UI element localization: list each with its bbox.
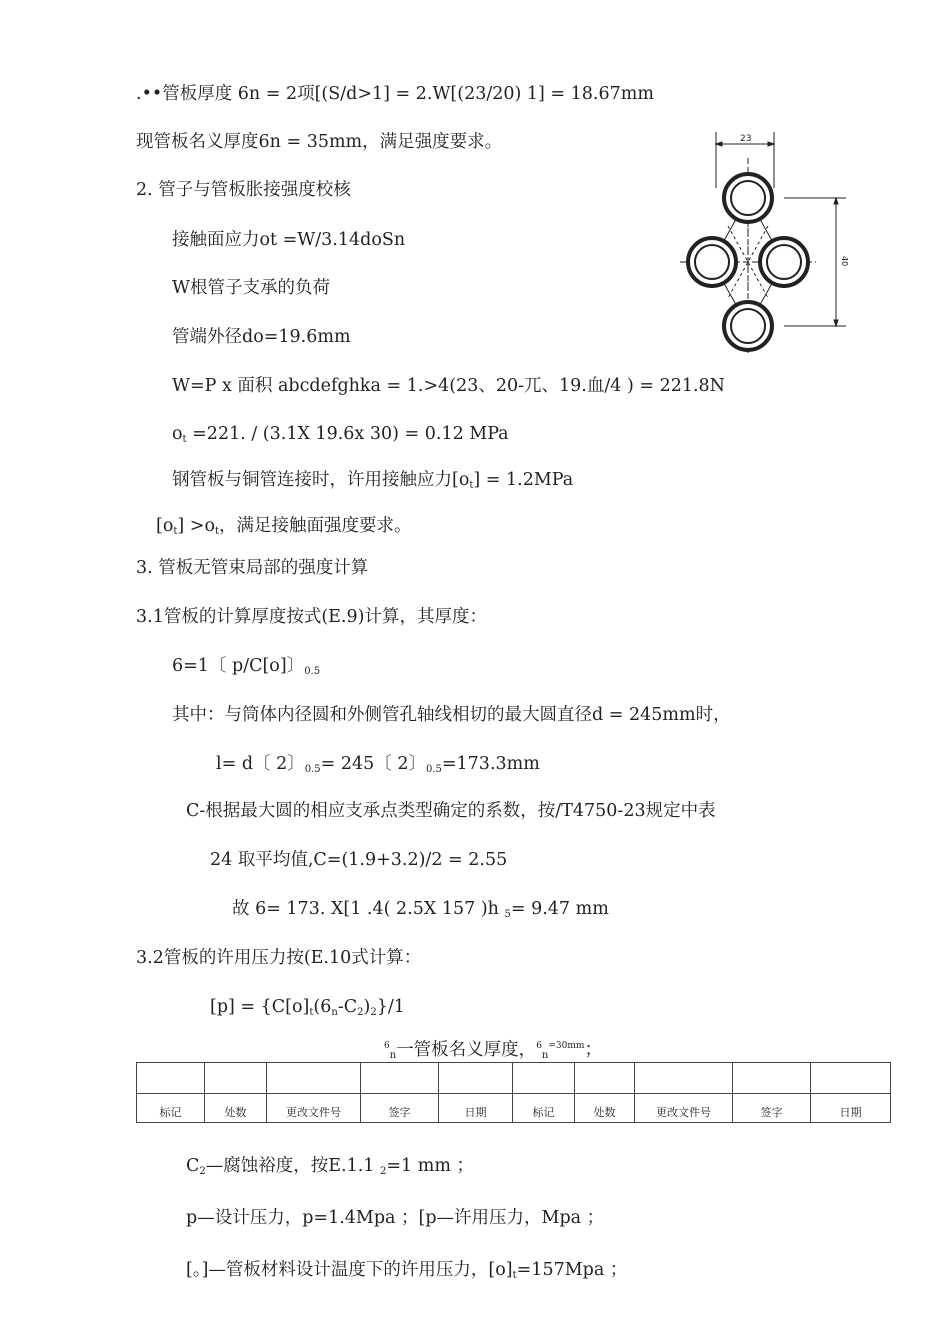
text-seg: (6 (313, 997, 332, 1017)
text-seg: }/1 (376, 997, 405, 1017)
text-seg: =221. / (3.1X 19.6x 30) = 0.12 MPa (186, 424, 509, 444)
table-cell (635, 1063, 733, 1094)
formula-line-20 (210, 999, 405, 1018)
formula-line-1: .••管板厚度 6n = 2项[(S/d>1] = 2.W[(23/20) 1] = 18.67mm (136, 84, 654, 104)
text-line-22 (186, 1158, 474, 1177)
text-line-5: W根管子支承的负荷 (172, 278, 330, 298)
formula-line-8 (172, 426, 509, 445)
subscript: t (173, 526, 178, 537)
superscript: =30mm (548, 1041, 585, 1051)
table-cell (439, 1063, 513, 1094)
table-cell (575, 1063, 635, 1094)
text-seg: ，满足接触面强度要求。 (219, 516, 412, 536)
arrow-head (768, 142, 774, 146)
text-seg: = 9.47 mm (510, 899, 609, 919)
subscript: 2 (199, 1166, 206, 1177)
formula-line-15 (216, 756, 540, 775)
text-seg: 一管板名义厚度， (396, 1040, 537, 1060)
subscript: t (215, 526, 220, 537)
superscript: 6 (384, 1041, 390, 1051)
arrow-head (834, 198, 838, 204)
text-seg: 故 6= 173. X[1 .4( 2.5X 157 )h (232, 899, 505, 919)
header-mark: 标记 (513, 1094, 575, 1123)
subscript: 2 (357, 1007, 364, 1018)
table-header-row (137, 1094, 891, 1123)
formula-line-7: W=P x 面积 abcdefghka = 1.>4(23、20-兀、19.血/4 ) = 221.8N (172, 376, 725, 396)
text-seg: [p] = {C[o] (210, 997, 310, 1017)
text-line-10 (156, 518, 412, 537)
text-seg: ] >o (177, 516, 215, 536)
table-cell (361, 1063, 439, 1094)
arrow-head (834, 320, 838, 326)
tube-layout-drawing (676, 128, 852, 358)
header-signature: 签字 (733, 1094, 811, 1123)
section-heading-2: 2. 管子与管板胀接强度校核 (136, 180, 351, 200)
subscript: 0.5 (304, 764, 321, 775)
text-seg: [。]—管板材料设计温度下的许用压力，[o] (186, 1260, 513, 1280)
formula-line-13 (172, 658, 320, 677)
text-seg: =1 mm ； (386, 1156, 474, 1176)
text-line-21 (384, 1042, 602, 1061)
header-change-doc: 更改文件号 (635, 1094, 733, 1123)
table-cell (205, 1063, 267, 1094)
revision-signature-table (136, 1062, 891, 1123)
table-cell (137, 1063, 205, 1094)
text-seg: = 245〔 2〕 (320, 754, 426, 774)
text-line-14: 其中：与筒体内径圆和外侧管孔轴线相切的最大圆直径d = 245mm时， (172, 705, 731, 725)
text-line-4: 接触面应力ot =W/3.14doSn (172, 230, 406, 250)
text-seg: =157Mpa ； (516, 1260, 628, 1280)
subsection-heading-3-2: 3.2管板的许用压力按(E.10式计算： (136, 948, 422, 968)
header-count: 处数 (575, 1094, 635, 1123)
table-cell (513, 1063, 575, 1094)
subscript: n (331, 1007, 338, 1018)
subscript: t (469, 480, 474, 491)
subscript: n (541, 1050, 549, 1061)
subscript: 2 (380, 1166, 387, 1177)
text-seg: 钢管板与铜管连接时，许用接触应力[o (172, 470, 470, 490)
text-seg: ) (363, 997, 371, 1017)
text-line-6: 管端外径do=19.6mm (172, 327, 351, 347)
superscript: 6 (536, 1041, 542, 1051)
text-line-24 (186, 1262, 627, 1281)
subscript: n (389, 1050, 397, 1061)
dim-label-right: 40 (840, 256, 849, 267)
text-seg: 6=1〔 p/C[o]〕 (172, 656, 305, 676)
table-row (137, 1063, 891, 1094)
subscript: 0.5 (304, 666, 321, 677)
arrow-head (716, 142, 722, 146)
header-count: 处数 (205, 1094, 267, 1123)
text-seg: C (186, 1156, 200, 1176)
text-seg: -C (337, 997, 358, 1017)
subscript: t (512, 1270, 517, 1281)
subsection-heading-3-1: 3.1管板的计算厚度按式(E.9)计算，其厚度： (136, 607, 487, 627)
header-date: 日期 (439, 1094, 513, 1123)
text-seg: ] = 1.2MPa (473, 470, 574, 490)
tube-layout-figure (676, 128, 852, 358)
text-line-16: C-根据最大圆的相应支承点类型确定的系数，按/T4750-23规定中表 (186, 801, 716, 821)
header-date: 日期 (811, 1094, 891, 1123)
subscript: t (182, 434, 187, 445)
header-mark: 标记 (137, 1094, 205, 1123)
dim-label-top: 23 (740, 134, 752, 144)
header-signature: 签字 (361, 1094, 439, 1123)
text-seg: l= d〔 2〕 (216, 754, 305, 774)
formula-line-17: 24 取平均值,C=(1.9+3.2)/2 = 2.55 (210, 850, 508, 870)
table-cell (811, 1063, 891, 1094)
table-cell (733, 1063, 811, 1094)
section-heading-3: 3. 管板无管束局部的强度计算 (136, 558, 369, 578)
text-seg: ； (584, 1040, 602, 1060)
header-change-doc: 更改文件号 (267, 1094, 361, 1123)
text-seg: [o (156, 516, 174, 536)
text-line-23: p—设计压力，p=1.4Mpa ；[p—许用压力，Mpa ； (186, 1208, 605, 1228)
table-cell (267, 1063, 361, 1094)
text-seg: =173.3mm (441, 754, 540, 774)
text-seg: —腐蚀裕度，按E.1.1 (205, 1156, 380, 1176)
text-seg: o (172, 424, 183, 444)
text-line-9 (172, 472, 573, 491)
formula-line-18 (232, 901, 609, 920)
subscript: 0.5 (425, 764, 442, 775)
subscript: t (309, 1007, 314, 1018)
subscript: 2 (370, 1007, 377, 1018)
subscript: 5 (504, 909, 511, 920)
text-line-2: 现管板名义厚度6n = 35mm，满足强度要求。 (136, 132, 503, 152)
